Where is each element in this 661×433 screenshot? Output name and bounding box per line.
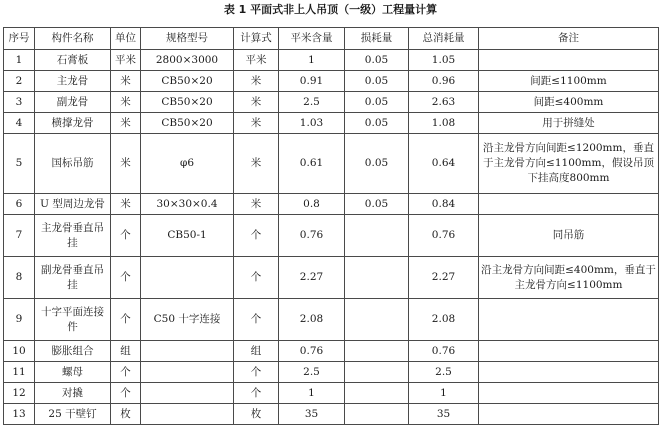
cell-unit: 个 [111, 362, 141, 383]
cell-note: 同吊筋 [479, 215, 659, 257]
table-row [4, 404, 659, 425]
cell-total: 0.84 [409, 194, 479, 215]
cell-name: 副龙骨 [35, 92, 111, 113]
cell-spec: CB50×20 [141, 71, 234, 92]
cell-calc: 个 [234, 299, 279, 341]
cell-content: 35 [279, 404, 345, 425]
cell-no: 1 [4, 50, 35, 71]
cell-name: 十字平面连接件 [35, 299, 111, 341]
cell-loss: 0.05 [345, 113, 409, 134]
cell-spec [141, 404, 234, 425]
cell-loss [345, 383, 409, 404]
table-row [4, 50, 659, 71]
cell-note [479, 383, 659, 404]
cell-note [479, 257, 659, 299]
cell-spec [141, 383, 234, 404]
cell-content: 2.5 [279, 92, 345, 113]
cell-spec: φ6 [141, 134, 234, 194]
cell-no: 7 [4, 215, 35, 257]
cell-name: 膨胀组合 [35, 341, 111, 362]
note-text: 沿主龙骨方向间距≤1200mm，垂直于主龙骨方向≤1100mm，假设吊顶下挂高度800mm [483, 142, 654, 184]
cell-spec [141, 362, 234, 383]
cell-no: 9 [4, 299, 35, 341]
table-row [4, 113, 659, 134]
cell-note [479, 299, 659, 341]
header-total: 总消耗量 [409, 28, 479, 50]
cell-total: 0.64 [409, 134, 479, 194]
cell-no: 2 [4, 71, 35, 92]
cell-loss: 0.05 [345, 194, 409, 215]
table-row [4, 215, 659, 257]
header-loss: 损耗量 [345, 28, 409, 50]
cell-name: 主龙骨垂直吊挂 [35, 215, 111, 257]
table-caption: 表 1 平面式非上人吊顶（一级）工程量计算 [223, 3, 438, 16]
cell-unit: 米 [111, 134, 141, 194]
cell-note [479, 50, 659, 71]
cell-unit: 个 [111, 299, 141, 341]
cell-content: 1 [279, 383, 345, 404]
table-row [4, 134, 659, 194]
cell-content: 2.5 [279, 362, 345, 383]
cell-total: 2.27 [409, 257, 479, 299]
cell-content: 0.76 [279, 341, 345, 362]
cell-calc: 米 [234, 113, 279, 134]
cell-note [479, 341, 659, 362]
cell-unit: 米 [111, 71, 141, 92]
cell-content: 0.76 [279, 215, 345, 257]
cell-note: 间距≤1100mm [479, 71, 659, 92]
cell-name: 石膏板 [35, 50, 111, 71]
cell-name: 对撬 [35, 383, 111, 404]
cell-total: 0.76 [409, 341, 479, 362]
quantity-table [3, 27, 659, 425]
cell-unit: 组 [111, 341, 141, 362]
cell-total: 1 [409, 383, 479, 404]
cell-calc: 个 [234, 383, 279, 404]
cell-loss: 0.05 [345, 50, 409, 71]
cell-unit: 个 [111, 383, 141, 404]
cell-calc: 米 [234, 71, 279, 92]
header-unit: 单位 [111, 28, 141, 50]
cell-no: 12 [4, 383, 35, 404]
cell-loss [345, 362, 409, 383]
cell-no: 3 [4, 92, 35, 113]
header-calc: 计算式 [234, 28, 279, 50]
cell-calc: 组 [234, 341, 279, 362]
table-row [4, 341, 659, 362]
cell-loss [345, 404, 409, 425]
table-row [4, 362, 659, 383]
cell-no: 8 [4, 257, 35, 299]
cell-spec [141, 257, 234, 299]
cell-loss: 0.05 [345, 134, 409, 194]
table-row [4, 71, 659, 92]
note-text: 沿主龙骨方向间距≤400mm，垂直于主龙骨方向≤1100mm [481, 263, 656, 291]
header-spec: 规格型号 [141, 28, 234, 50]
cell-content: 1.03 [279, 113, 345, 134]
cell-no: 11 [4, 362, 35, 383]
cell-unit: 米 [111, 92, 141, 113]
cell-total: 0.96 [409, 71, 479, 92]
cell-name: 横撑龙骨 [35, 113, 111, 134]
cell-name: 国标吊筋 [35, 134, 111, 194]
cell-calc: 枚 [234, 404, 279, 425]
cell-content: 0.91 [279, 71, 345, 92]
cell-unit: 枚 [111, 404, 141, 425]
cell-note: 用于拼缝处 [479, 113, 659, 134]
cell-calc: 平米 [234, 50, 279, 71]
table-header-row [4, 28, 659, 50]
cell-no: 5 [4, 134, 35, 194]
cell-name: U 型周边龙骨 [35, 194, 111, 215]
table-row [4, 92, 659, 113]
cell-spec: CB50×20 [141, 92, 234, 113]
header-content: 平米含量 [279, 28, 345, 50]
cell-spec: C50 十字连接 [141, 299, 234, 341]
cell-name: 25 干壁钉 [35, 404, 111, 425]
cell-no: 6 [4, 194, 35, 215]
cell-spec: 30×30×0.4 [141, 194, 234, 215]
cell-spec [141, 341, 234, 362]
cell-calc: 米 [234, 194, 279, 215]
cell-note: 间距≤400mm [479, 92, 659, 113]
cell-total: 2.63 [409, 92, 479, 113]
cell-total: 2.5 [409, 362, 479, 383]
cell-calc: 米 [234, 92, 279, 113]
cell-unit: 米 [111, 113, 141, 134]
cell-loss [345, 257, 409, 299]
cell-spec: CB50-1 [141, 215, 234, 257]
cell-note [479, 362, 659, 383]
cell-total: 1.08 [409, 113, 479, 134]
cell-content: 1 [279, 50, 345, 71]
cell-content: 0.61 [279, 134, 345, 194]
cell-no: 13 [4, 404, 35, 425]
cell-content: 2.27 [279, 257, 345, 299]
cell-note [479, 404, 659, 425]
cell-calc: 个 [234, 257, 279, 299]
cell-calc: 米 [234, 134, 279, 194]
header-no: 序号 [4, 28, 35, 50]
cell-total: 1.05 [409, 50, 479, 71]
cell-name: 主龙骨 [35, 71, 111, 92]
cell-calc: 个 [234, 215, 279, 257]
cell-unit: 个 [111, 257, 141, 299]
cell-spec: CB50×20 [141, 113, 234, 134]
header-name: 构件名称 [35, 28, 111, 50]
table-row [4, 383, 659, 404]
cell-name: 螺母 [35, 362, 111, 383]
cell-content: 0.8 [279, 194, 345, 215]
cell-unit: 个 [111, 215, 141, 257]
cell-loss: 0.05 [345, 92, 409, 113]
cell-no: 10 [4, 341, 35, 362]
cell-total: 2.08 [409, 299, 479, 341]
cell-loss [345, 215, 409, 257]
header-note: 备注 [479, 28, 659, 50]
cell-total: 0.76 [409, 215, 479, 257]
cell-unit: 平米 [111, 50, 141, 71]
table-row [4, 257, 659, 299]
table-row [4, 194, 659, 215]
table-row [4, 299, 659, 341]
cell-loss [345, 341, 409, 362]
cell-content: 2.08 [279, 299, 345, 341]
cell-loss [345, 299, 409, 341]
cell-note [479, 194, 659, 215]
cell-spec: 2800×3000 [141, 50, 234, 71]
cell-calc: 个 [234, 362, 279, 383]
cell-loss: 0.05 [345, 71, 409, 92]
cell-no: 4 [4, 113, 35, 134]
cell-note [479, 134, 659, 194]
cell-unit: 米 [111, 194, 141, 215]
cell-name: 副龙骨垂直吊挂 [35, 257, 111, 299]
cell-total: 35 [409, 404, 479, 425]
